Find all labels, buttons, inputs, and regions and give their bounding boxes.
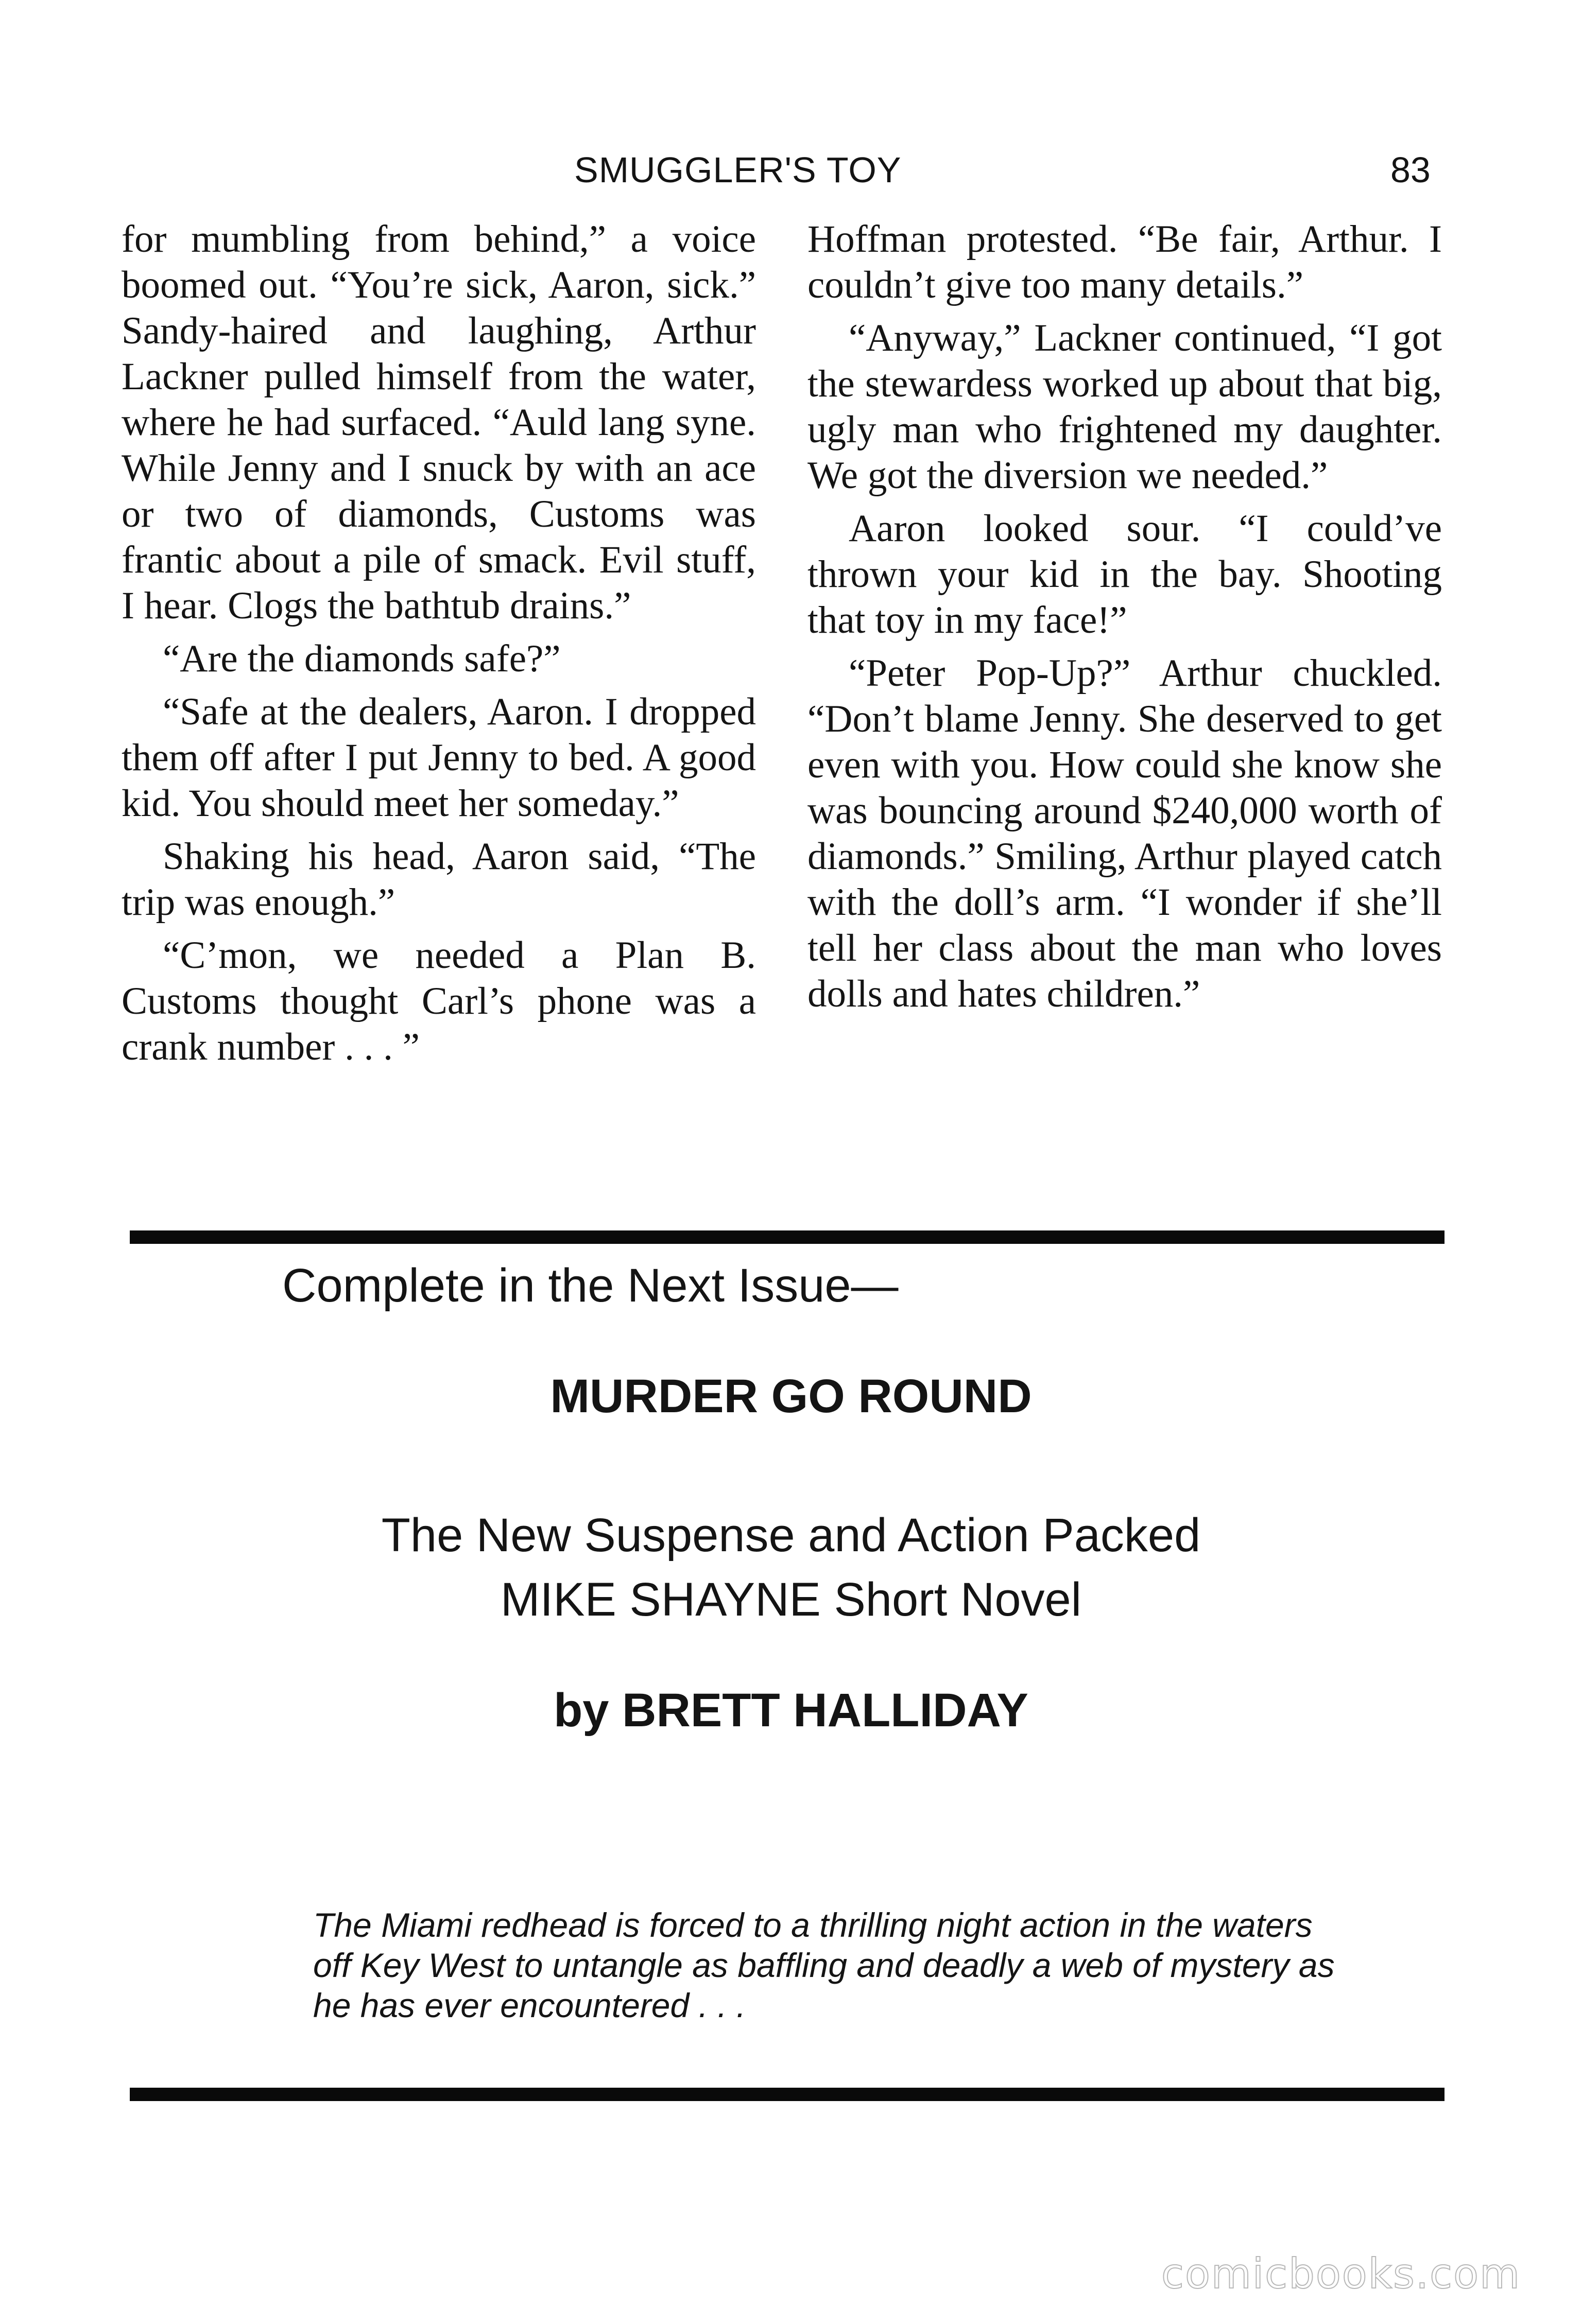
story-paragraph: “Anyway,” Lackner continued, “I got the stewardess worked up about that big, ugly man who frightened my daughter. We got the diversion we needed.” (807, 317, 1442, 497)
promo-subtitle-line: The New Suspense and Action Packed (381, 1509, 1201, 1562)
story-paragraph: Hoffman protested. “Be fair, Arthur. I couldn’t give too many details.” (807, 218, 1442, 306)
running-title: SMUGGLER'S TOY (574, 150, 902, 190)
story-paragraph: “Are the diamonds safe?” (163, 637, 561, 680)
story-paragraph: “C’mon, we needed a Plan B. Customs thought Carl’s phone was a crank number . . . ” (122, 934, 756, 1068)
story-paragraph: “Safe at the dealers, Aaron. I dropped them off after I put Jenny to bed. A good kid. You should meet her someday.” (122, 690, 756, 825)
divider-rule-bottom (130, 2088, 1445, 2101)
story-paragraph: Shaking his head, Aaron said, “The trip was enough.” (122, 835, 756, 924)
promo-title: MURDER GO ROUND (550, 1370, 1032, 1423)
promo-subtitle-line: MIKE SHAYNE Short Novel (500, 1573, 1082, 1626)
story-column-left (122, 216, 756, 1077)
story-paragraph: Aaron looked sour. “I could’ve thrown your kid in the bay. Shooting that toy in my face!” (807, 507, 1442, 641)
story-paragraph: for mumbling from behind,” a voice boomed out. “You’re sick, Aaron, sick.” Sandy-haired and laughing, Arthur Lackner pulled himself from the water, where he had surfaced. “Auld lang syne. While Jenny and I snuck by with an ace or two of diamonds, Customs was frantic about a pile of smack. Evil stuff, I hear. Clogs the bathtub drains.” (122, 218, 756, 627)
next-issue-heading: Complete in the Next Issue— (282, 1259, 899, 1312)
divider-rule-top (130, 1230, 1445, 1244)
page-number: 83 (1390, 150, 1431, 190)
story-column-right (807, 216, 1442, 1024)
promo-byline: by BRETT HALLIDAY (554, 1684, 1028, 1737)
promo-subtitle (0, 1503, 1582, 1632)
story-paragraph: “Peter Pop-Up?” Arthur chuckled. “Don’t blame Jenny. She deserved to get even with you. How could she know she was bouncing around $240,000 worth of diamonds.” Smiling, Arthur played catch with the doll’s arm. “I wonder if she’ll tell her class about the man who loves dolls and hates children.” (807, 652, 1442, 1015)
promo-blurb: The Miami redhead is forced to a thrilling night action in the waters off Key West to untangle as baffling and deadly a web of mystery as he has ever encountered . . . (313, 1906, 1335, 2024)
watermark: comicbooks.com (1161, 2250, 1521, 2298)
